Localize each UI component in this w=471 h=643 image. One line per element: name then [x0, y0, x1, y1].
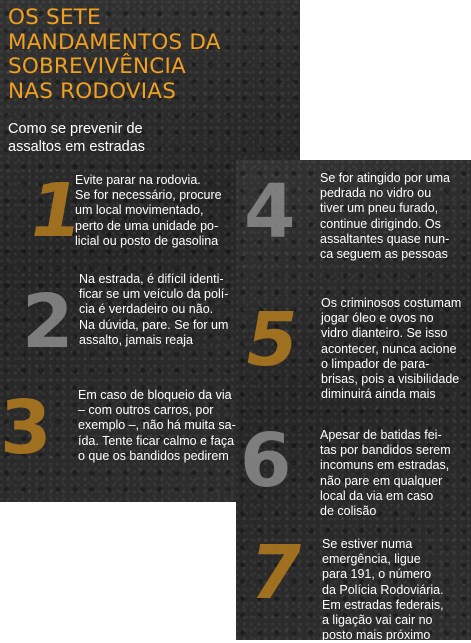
tip-line: exemplo –, não há muita sa-	[78, 418, 236, 433]
tip-line: vidro dianteiro. Se isso	[321, 326, 448, 341]
title-line: OS SETE	[8, 5, 101, 30]
tip-3-text	[78, 388, 236, 464]
tip-2-text	[79, 272, 228, 348]
tip-line: Se for necessário, procure	[75, 188, 222, 203]
numeral-3: 3	[0, 385, 50, 471]
tip-line: Se for atingido por uma	[320, 171, 450, 185]
numeral-5: 5	[238, 297, 304, 383]
page-title	[8, 6, 298, 104]
title-line: NAS RODOVIAS	[8, 78, 177, 104]
tip-line: ficar se um veículo da polí-	[79, 287, 229, 302]
tip-line: assalto, jamais reaja	[79, 332, 193, 347]
tip-line: – com outros carros, por	[78, 403, 214, 418]
tip-line: Na estrada, é difícil identi-	[79, 272, 224, 286]
tip-6-text	[320, 428, 451, 519]
tip-line: jogar óleo e ovos no	[321, 311, 434, 326]
tip-line: pedrada no vidro ou	[320, 186, 432, 201]
tip-line: tas por bandidos serem	[320, 443, 451, 458]
tip-line: diminuirá ainda mais	[321, 387, 436, 402]
numeral-6: 6	[240, 418, 290, 504]
tip-line: o limpador de para-	[321, 356, 430, 371]
tip-line: um local movimentado,	[75, 203, 204, 218]
tip-line: de colisão	[320, 504, 377, 519]
tip-line: Os criminosos costumam	[321, 296, 462, 310]
tip-5-text	[321, 296, 461, 402]
tip-line: emergência, ligue	[322, 552, 421, 567]
tip-line: Se estiver numa	[322, 537, 413, 551]
tip-line: incomuns em estradas,	[320, 458, 450, 473]
tip-line: para 191, o número	[322, 567, 432, 582]
tip-line: ída. Tente ficar calmo e faça	[78, 433, 235, 448]
tip-line: a ligação vai cair no	[322, 613, 433, 628]
subtitle-line: Como se prevenir de	[8, 121, 143, 137]
subtitle-line: assaltos em estradas	[8, 139, 146, 155]
tip-line: continue dirigindo. Os	[320, 216, 441, 231]
tip-line: assaltantes quase nun-	[320, 231, 450, 246]
tip-4-text	[320, 171, 450, 262]
tip-7-text	[322, 537, 444, 643]
tip-line: tiver um pneu furado,	[320, 201, 439, 216]
numeral-4: 4	[244, 169, 294, 255]
title-line: SOBREVIVÊNCIA	[8, 54, 186, 79]
tip-line: o que os bandidos pedirem	[78, 448, 229, 463]
numeral-2: 2	[22, 279, 72, 365]
tip-line: acontecer, nunca acione	[321, 341, 457, 356]
tip-line: perto de uma unidade po-	[75, 218, 219, 233]
title-line: MANDAMENTOS DA	[8, 29, 221, 55]
tip-line: cia é verdadeiro ou não.	[79, 302, 214, 317]
subtitle	[8, 120, 208, 156]
tip-line: não pare em qualquer	[320, 473, 443, 488]
tip-1-text	[75, 173, 222, 249]
tip-line: Na dúvida, pare. Se for um	[79, 317, 229, 332]
tip-line: Evite parar na rodovia.	[75, 173, 201, 187]
tip-line: local da via em caso	[320, 488, 434, 503]
tip-line: Em caso de bloqueio da via	[78, 388, 232, 402]
numeral-1: 1	[22, 168, 88, 254]
tip-line: Em estradas federais,	[322, 597, 444, 612]
tip-line: da Polícia Rodoviária.	[322, 582, 444, 597]
tip-line: ca seguem as pessoas	[320, 247, 448, 262]
tip-line: Apesar de batidas fei-	[320, 428, 442, 442]
tip-line: licial ou posto de gasolina	[75, 233, 219, 248]
tip-line: brisas, pois a visibilidade	[321, 372, 460, 387]
numeral-7: 7	[242, 530, 308, 616]
tip-line: posto mais próximo	[322, 628, 431, 643]
